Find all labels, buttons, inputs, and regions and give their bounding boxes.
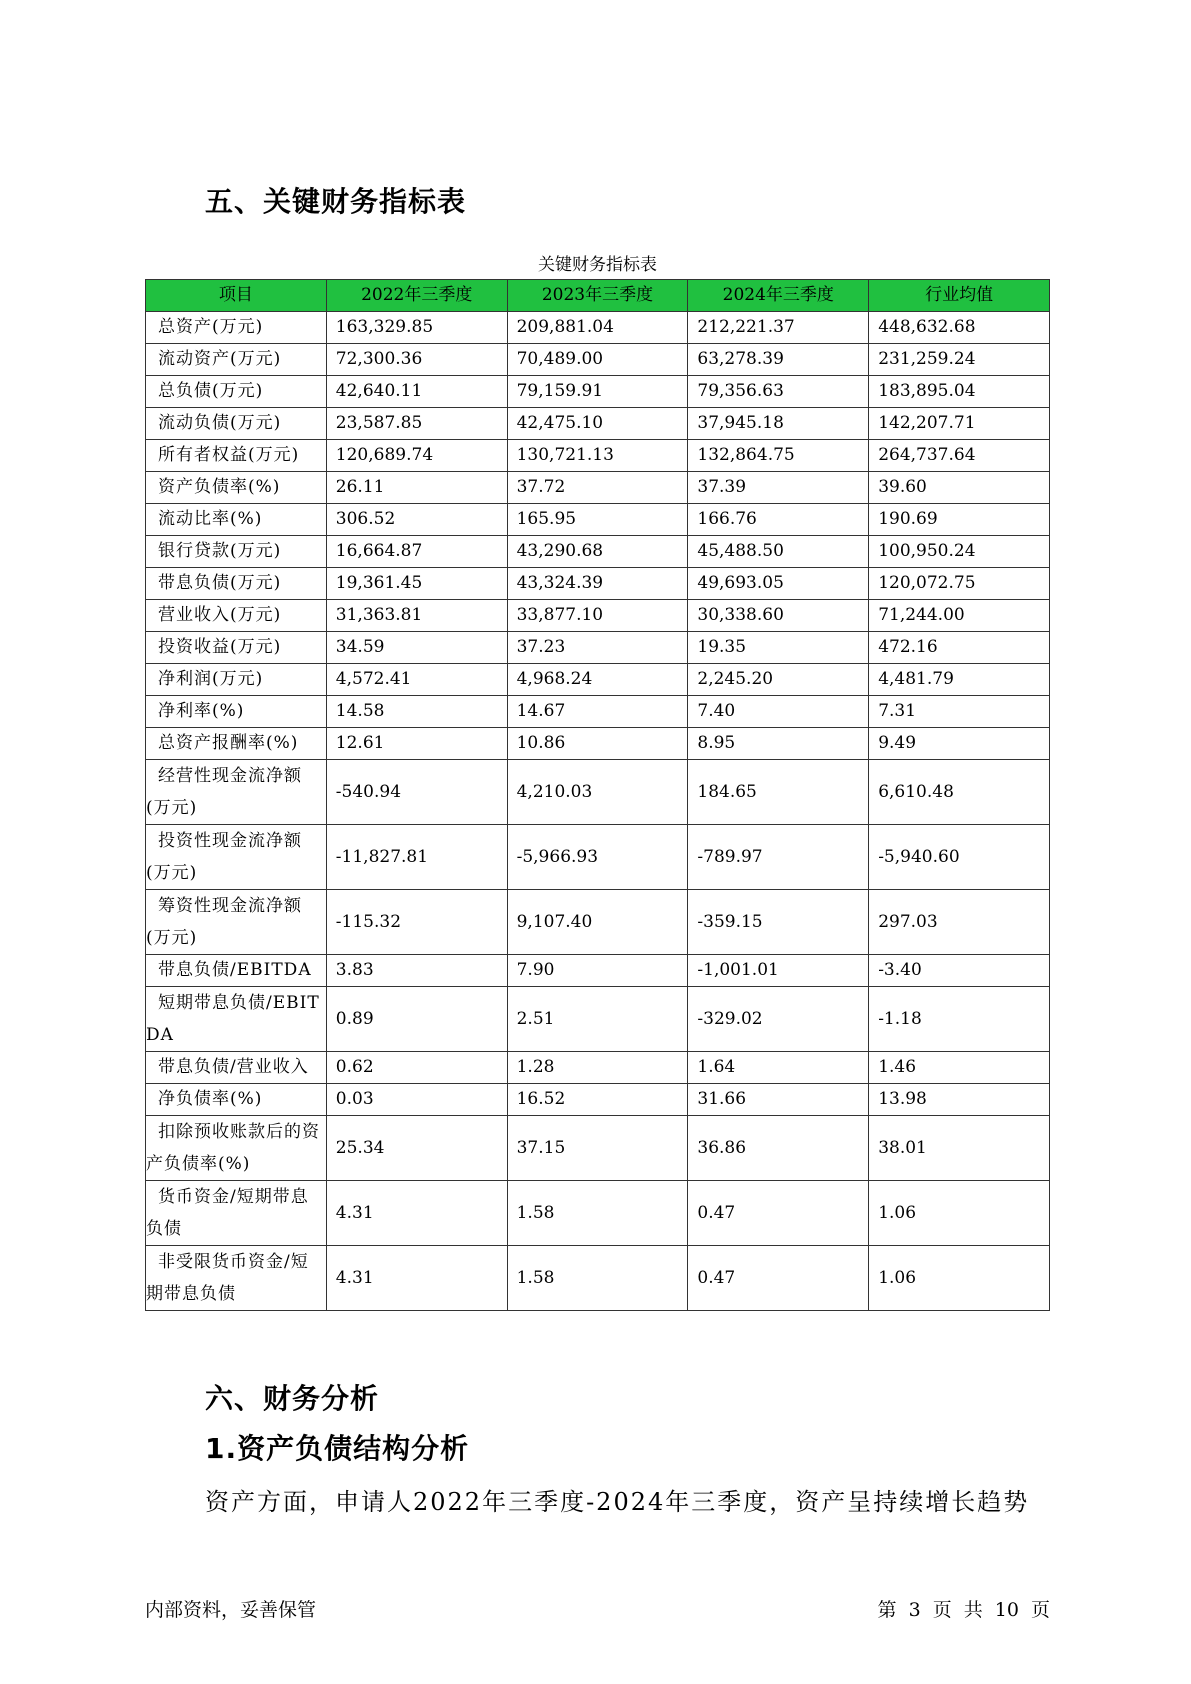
table-row xyxy=(146,632,1050,664)
row-value: 4,968.24 xyxy=(507,664,688,696)
row-value: 6,610.48 xyxy=(869,760,1050,825)
table-row xyxy=(146,312,1050,344)
section-5-title: 五、关键财务指标表 xyxy=(205,185,467,218)
row-value: 19.35 xyxy=(688,632,869,664)
row-value: 79,159.91 xyxy=(507,376,688,408)
row-label: 流动比率(%) xyxy=(146,504,327,536)
table-row xyxy=(146,472,1050,504)
row-value: 37,945.18 xyxy=(688,408,869,440)
row-value: 9,107.40 xyxy=(507,890,688,955)
row-value: 4,481.79 xyxy=(869,664,1050,696)
row-value: -359.15 xyxy=(688,890,869,955)
row-value: 0.62 xyxy=(326,1052,507,1084)
table-row xyxy=(146,760,1050,825)
row-value: 49,693.05 xyxy=(688,568,869,600)
table-row xyxy=(146,664,1050,696)
row-value: -115.32 xyxy=(326,890,507,955)
row-value: 4.31 xyxy=(326,1181,507,1246)
row-value: 1.58 xyxy=(507,1246,688,1311)
row-value: 190.69 xyxy=(869,504,1050,536)
row-value: 297.03 xyxy=(869,890,1050,955)
row-value: 12.61 xyxy=(326,728,507,760)
row-value: 10.86 xyxy=(507,728,688,760)
row-label: 筹资性现金流净额(万元) xyxy=(146,890,327,955)
row-value: 472.16 xyxy=(869,632,1050,664)
row-label: 流动资产(万元) xyxy=(146,344,327,376)
table-row xyxy=(146,376,1050,408)
row-value: 0.47 xyxy=(688,1181,869,1246)
row-value: 31,363.81 xyxy=(326,600,507,632)
row-value: 13.98 xyxy=(869,1084,1050,1116)
row-value: 14.58 xyxy=(326,696,507,728)
key-financial-indicators-table xyxy=(145,279,1050,1311)
row-value: 16.52 xyxy=(507,1084,688,1116)
table-row xyxy=(146,728,1050,760)
table-row xyxy=(146,536,1050,568)
row-value: 184.65 xyxy=(688,760,869,825)
row-value: 42,475.10 xyxy=(507,408,688,440)
row-value: 2,245.20 xyxy=(688,664,869,696)
table-row xyxy=(146,568,1050,600)
row-value: 1.46 xyxy=(869,1052,1050,1084)
row-value: 1.58 xyxy=(507,1181,688,1246)
table-row xyxy=(146,1084,1050,1116)
row-value: 231,259.24 xyxy=(869,344,1050,376)
table-row xyxy=(146,504,1050,536)
row-value: 1.06 xyxy=(869,1246,1050,1311)
row-label: 银行贷款(万元) xyxy=(146,536,327,568)
row-value: -1,001.01 xyxy=(688,955,869,987)
row-value: 63,278.39 xyxy=(688,344,869,376)
row-value: 1.06 xyxy=(869,1181,1050,1246)
table-row xyxy=(146,600,1050,632)
table-row xyxy=(146,1181,1050,1246)
row-value: 100,950.24 xyxy=(869,536,1050,568)
row-value: 31.66 xyxy=(688,1084,869,1116)
row-value: 7.31 xyxy=(869,696,1050,728)
row-value: -5,940.60 xyxy=(869,825,1050,890)
row-label: 净负债率(%) xyxy=(146,1084,327,1116)
analysis-paragraph: 资产方面，申请人2022年三季度-2024年三季度，资产呈持续增长趋势 xyxy=(205,1488,1030,1516)
row-value: 45,488.50 xyxy=(688,536,869,568)
row-value: 0.89 xyxy=(326,987,507,1052)
row-value: 79,356.63 xyxy=(688,376,869,408)
row-value: -5,966.93 xyxy=(507,825,688,890)
row-value: 7.90 xyxy=(507,955,688,987)
row-value: 9.49 xyxy=(869,728,1050,760)
row-value: 183,895.04 xyxy=(869,376,1050,408)
row-value: -540.94 xyxy=(326,760,507,825)
subsection-1-title: 1.资产负债结构分析 xyxy=(205,1432,470,1465)
row-value: 120,072.75 xyxy=(869,568,1050,600)
row-label: 总资产报酬率(%) xyxy=(146,728,327,760)
row-label: 扣除预收账款后的资产负债率(%) xyxy=(146,1116,327,1181)
row-value: 70,489.00 xyxy=(507,344,688,376)
row-value: 30,338.60 xyxy=(688,600,869,632)
row-label: 营业收入(万元) xyxy=(146,600,327,632)
row-value: 39.60 xyxy=(869,472,1050,504)
row-label: 总负债(万元) xyxy=(146,376,327,408)
row-value: 23,587.85 xyxy=(326,408,507,440)
row-value: 72,300.36 xyxy=(326,344,507,376)
row-value: 3.83 xyxy=(326,955,507,987)
row-value: 212,221.37 xyxy=(688,312,869,344)
row-value: 36.86 xyxy=(688,1116,869,1181)
row-value: 43,290.68 xyxy=(507,536,688,568)
footer-page-number: 第 3 页 共 10 页 xyxy=(877,1599,1050,1621)
table-caption: 关键财务指标表 xyxy=(538,255,657,275)
row-value: -329.02 xyxy=(688,987,869,1052)
row-value: 71,244.00 xyxy=(869,600,1050,632)
row-value: -3.40 xyxy=(869,955,1050,987)
row-value: 34.59 xyxy=(326,632,507,664)
section-6-title: 六、财务分析 xyxy=(205,1382,380,1415)
table-row xyxy=(146,344,1050,376)
row-label: 投资收益(万元) xyxy=(146,632,327,664)
table-row xyxy=(146,696,1050,728)
header-2023q3: 2023年三季度 xyxy=(507,280,688,312)
row-label: 投资性现金流净额(万元) xyxy=(146,825,327,890)
row-value: 37.39 xyxy=(688,472,869,504)
row-value: 4,210.03 xyxy=(507,760,688,825)
table-row xyxy=(146,1116,1050,1181)
row-value: 142,207.71 xyxy=(869,408,1050,440)
header-2024q3: 2024年三季度 xyxy=(688,280,869,312)
row-label: 资产负债率(%) xyxy=(146,472,327,504)
row-value: 209,881.04 xyxy=(507,312,688,344)
row-label: 短期带息负债/EBITDA xyxy=(146,987,327,1052)
row-value: 8.95 xyxy=(688,728,869,760)
row-value: 163,329.85 xyxy=(326,312,507,344)
row-value: -11,827.81 xyxy=(326,825,507,890)
row-label: 所有者权益(万元) xyxy=(146,440,327,472)
row-value: 37.72 xyxy=(507,472,688,504)
row-value: -789.97 xyxy=(688,825,869,890)
header-item: 项目 xyxy=(146,280,327,312)
row-value: 165.95 xyxy=(507,504,688,536)
row-value: 7.40 xyxy=(688,696,869,728)
table-row xyxy=(146,1246,1050,1311)
row-label: 总资产(万元) xyxy=(146,312,327,344)
row-value: 130,721.13 xyxy=(507,440,688,472)
footer-confidential-note: 内部资料，妥善保管 xyxy=(145,1599,317,1621)
row-value: 14.67 xyxy=(507,696,688,728)
table-row xyxy=(146,1052,1050,1084)
row-value: 16,664.87 xyxy=(326,536,507,568)
row-value: 33,877.10 xyxy=(507,600,688,632)
row-value: 0.47 xyxy=(688,1246,869,1311)
row-value: 132,864.75 xyxy=(688,440,869,472)
row-label: 货币资金/短期带息负债 xyxy=(146,1181,327,1246)
header-2022q3: 2022年三季度 xyxy=(326,280,507,312)
row-value: 120,689.74 xyxy=(326,440,507,472)
row-value: 306.52 xyxy=(326,504,507,536)
table-row xyxy=(146,440,1050,472)
row-value: 37.23 xyxy=(507,632,688,664)
row-value: 4.31 xyxy=(326,1246,507,1311)
row-label: 流动负债(万元) xyxy=(146,408,327,440)
row-value: 4,572.41 xyxy=(326,664,507,696)
row-value: 0.03 xyxy=(326,1084,507,1116)
row-label: 非受限货币资金/短期带息负债 xyxy=(146,1246,327,1311)
row-label: 带息负债/营业收入 xyxy=(146,1052,327,1084)
table-row xyxy=(146,408,1050,440)
row-value: 1.28 xyxy=(507,1052,688,1084)
table-row xyxy=(146,825,1050,890)
header-industry-avg: 行业均值 xyxy=(869,280,1050,312)
row-label: 带息负债(万元) xyxy=(146,568,327,600)
row-value: 37.15 xyxy=(507,1116,688,1181)
table-header-row xyxy=(146,280,1050,312)
table-row xyxy=(146,955,1050,987)
table-body xyxy=(146,312,1050,1311)
row-value: 2.51 xyxy=(507,987,688,1052)
row-value: 38.01 xyxy=(869,1116,1050,1181)
row-value: 26.11 xyxy=(326,472,507,504)
table-row xyxy=(146,890,1050,955)
row-value: 166.76 xyxy=(688,504,869,536)
row-value: 42,640.11 xyxy=(326,376,507,408)
row-value: 19,361.45 xyxy=(326,568,507,600)
row-value: 448,632.68 xyxy=(869,312,1050,344)
row-value: -1.18 xyxy=(869,987,1050,1052)
row-label: 净利率(%) xyxy=(146,696,327,728)
row-value: 25.34 xyxy=(326,1116,507,1181)
row-value: 1.64 xyxy=(688,1052,869,1084)
row-value: 264,737.64 xyxy=(869,440,1050,472)
row-label: 带息负债/EBITDA xyxy=(146,955,327,987)
table-row xyxy=(146,987,1050,1052)
row-label: 净利润(万元) xyxy=(146,664,327,696)
row-label: 经营性现金流净额(万元) xyxy=(146,760,327,825)
row-value: 43,324.39 xyxy=(507,568,688,600)
